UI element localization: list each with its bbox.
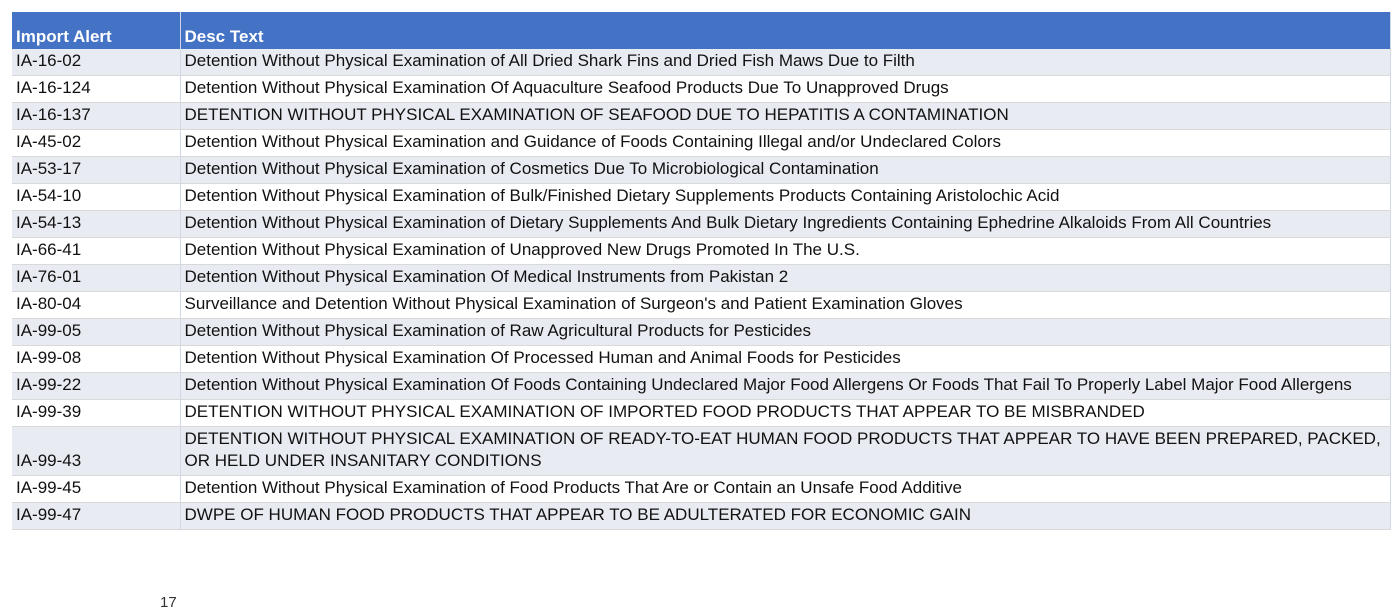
table-row <box>12 400 1390 427</box>
table-row <box>12 427 1390 476</box>
column-header-import-alert[interactable]: Import Alert <box>12 12 180 49</box>
desc-text-cell[interactable]: DETENTION WITHOUT PHYSICAL EXAMINATION OF IMPORTED FOOD PRODUCTS THAT APPEAR TO BE MISBRANDED <box>180 400 1390 427</box>
desc-text-cell[interactable]: Detention Without Physical Examination Of Medical Instruments from Pakistan 2 <box>180 265 1390 292</box>
desc-text-cell[interactable]: Detention Without Physical Examination of Dietary Supplements And Bulk Dietary Ingredients Containing Ephedrine Alkaloids From All Countries <box>180 211 1390 238</box>
table-row <box>12 373 1390 400</box>
sheet-footer <box>12 590 1390 611</box>
import-alert-cell[interactable]: IA-45-02 <box>12 130 180 157</box>
desc-text-cell[interactable]: Detention Without Physical Examination Of Aquaculture Seafood Products Due To Unapproved Drugs <box>180 76 1390 103</box>
table-row <box>12 103 1390 130</box>
table-row <box>12 238 1390 265</box>
desc-text-cell[interactable]: Detention Without Physical Examination Of Foods Containing Undeclared Major Food Allergens Or Foods That Fail To Properly Label Major Food Allergens <box>180 373 1390 400</box>
table-row <box>12 346 1390 373</box>
import-alert-cell[interactable]: IA-99-45 <box>12 476 180 503</box>
table-row <box>12 76 1390 103</box>
import-alert-cell[interactable]: IA-53-17 <box>12 157 180 184</box>
import-alert-cell[interactable]: IA-66-41 <box>12 238 180 265</box>
import-alert-cell[interactable]: IA-54-13 <box>12 211 180 238</box>
import-alert-cell[interactable]: IA-99-39 <box>12 400 180 427</box>
import-alert-cell[interactable]: IA-99-08 <box>12 346 180 373</box>
import-alert-cell[interactable]: IA-99-43 <box>12 427 180 476</box>
table-row <box>12 211 1390 238</box>
table-row <box>12 184 1390 211</box>
table-row <box>12 292 1390 319</box>
desc-text-cell[interactable]: Detention Without Physical Examination and Guidance of Foods Containing Illegal and/or Undeclared Colors <box>180 130 1390 157</box>
desc-text-cell[interactable]: Detention Without Physical Examination of Food Products That Are or Contain an Unsafe Food Additive <box>180 476 1390 503</box>
desc-text-cell[interactable]: Detention Without Physical Examination Of Processed Human and Animal Foods for Pesticides <box>180 346 1390 373</box>
header-row <box>12 12 1390 49</box>
import-alert-cell[interactable]: IA-16-137 <box>12 103 180 130</box>
desc-text-cell[interactable]: Detention Without Physical Examination of Raw Agricultural Products for Pesticides <box>180 319 1390 346</box>
import-alert-cell[interactable]: IA-99-22 <box>12 373 180 400</box>
desc-text-cell[interactable]: Detention Without Physical Examination of Bulk/Finished Dietary Supplements Products Containing Aristolochic Acid <box>180 184 1390 211</box>
desc-text-cell[interactable]: Detention Without Physical Examination of Unapproved New Drugs Promoted In The U.S. <box>180 238 1390 265</box>
import-alert-cell[interactable]: IA-16-124 <box>12 76 180 103</box>
desc-text-cell[interactable]: Detention Without Physical Examination of Cosmetics Due To Microbiological Contamination <box>180 157 1390 184</box>
table-row <box>12 130 1390 157</box>
table-body <box>12 49 1390 530</box>
import-alert-cell[interactable]: IA-76-01 <box>12 265 180 292</box>
table-row <box>12 476 1390 503</box>
desc-text-cell[interactable]: DETENTION WITHOUT PHYSICAL EXAMINATION OF SEAFOOD DUE TO HEPATITIS A CONTAMINATION <box>180 103 1390 130</box>
table-row <box>12 49 1390 76</box>
row-count-cell[interactable]: 17 <box>160 594 177 611</box>
import-alert-cell[interactable]: IA-99-05 <box>12 319 180 346</box>
spreadsheet <box>12 12 1390 530</box>
desc-text-cell[interactable]: Surveillance and Detention Without Physical Examination of Surgeon's and Patient Examination Gloves <box>180 292 1390 319</box>
desc-text-cell[interactable]: Detention Without Physical Examination of All Dried Shark Fins and Dried Fish Maws Due to Filth <box>180 49 1390 76</box>
table-row <box>12 265 1390 292</box>
table-row <box>12 157 1390 184</box>
table-row <box>12 319 1390 346</box>
import-alert-cell[interactable]: IA-80-04 <box>12 292 180 319</box>
desc-text-cell[interactable]: DETENTION WITHOUT PHYSICAL EXAMINATION OF READY-TO-EAT HUMAN FOOD PRODUCTS THAT APPEAR TO HAVE BEEN PREPARED, PACKED, OR HELD UNDER INSANITARY CONDITIONS <box>180 427 1390 476</box>
column-header-desc-text[interactable]: Desc Text <box>180 12 1390 49</box>
import-alert-cell[interactable]: IA-99-47 <box>12 503 180 530</box>
desc-text-cell[interactable]: DWPE OF HUMAN FOOD PRODUCTS THAT APPEAR TO BE ADULTERATED FOR ECONOMIC GAIN <box>180 503 1390 530</box>
table-row <box>12 503 1390 530</box>
import-alert-cell[interactable]: IA-16-02 <box>12 49 180 76</box>
import-alert-table <box>12 12 1391 530</box>
import-alert-cell[interactable]: IA-54-10 <box>12 184 180 211</box>
